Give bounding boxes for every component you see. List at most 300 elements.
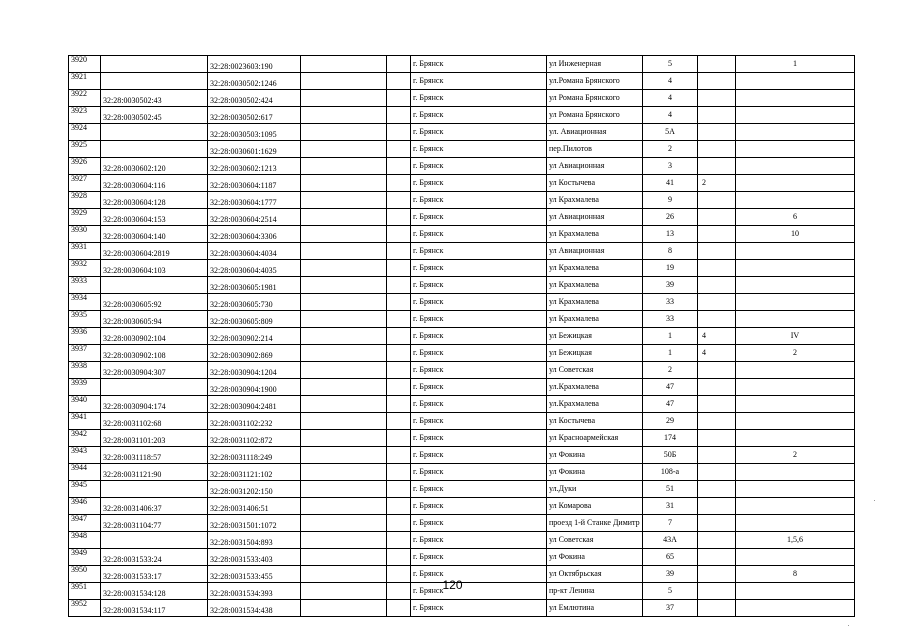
city-cell: г. Брянск [411, 311, 547, 328]
house-number: 1 [643, 328, 698, 345]
house-number: 7 [643, 515, 698, 532]
apartment-number [736, 90, 855, 107]
old-cadastral-number [101, 124, 208, 141]
house-number: 4 [643, 90, 698, 107]
street-cell: ул Крахмалева [547, 226, 643, 243]
cadastral-number: 32:28:0030502:424 [208, 90, 301, 107]
building-number [698, 226, 736, 243]
apartment-number: 1 [736, 56, 855, 73]
building-number [698, 141, 736, 158]
street-cell: ул. Авиационная [547, 124, 643, 141]
city-cell: г. Брянск [411, 192, 547, 209]
empty-cell [387, 515, 411, 532]
house-number: 50Б [643, 447, 698, 464]
apartment-number: 2 [736, 345, 855, 362]
empty-cell [301, 430, 387, 447]
empty-cell [387, 158, 411, 175]
building-number: 2 [698, 175, 736, 192]
apartment-number [736, 600, 855, 617]
cadastral-number: 32:28:0030604:4035 [208, 260, 301, 277]
cadastral-number: 32:28:0031501:1072 [208, 515, 301, 532]
building-number [698, 498, 736, 515]
building-number [698, 532, 736, 549]
building-number [698, 396, 736, 413]
house-number: 2 [643, 362, 698, 379]
building-number [698, 107, 736, 124]
cadastral-number: 32:28:0030604:1777 [208, 192, 301, 209]
table-row [69, 532, 855, 549]
empty-cell [301, 600, 387, 617]
street-cell: ул Крахмалева [547, 294, 643, 311]
row-number: 3940 [69, 396, 101, 413]
street-cell: ул Емлютина [547, 600, 643, 617]
building-number [698, 481, 736, 498]
building-number [698, 192, 736, 209]
house-number: 19 [643, 260, 698, 277]
building-number [698, 90, 736, 107]
row-number: 3952 [69, 600, 101, 617]
city-cell: г. Брянск [411, 345, 547, 362]
city-cell: г. Брянск [411, 532, 547, 549]
row-number: 3938 [69, 362, 101, 379]
empty-cell [301, 294, 387, 311]
empty-cell [301, 107, 387, 124]
street-cell: ул Крахмалева [547, 260, 643, 277]
page-number: 120 [442, 578, 463, 592]
old-cadastral-number: 32:28:0031534:117 [101, 600, 208, 617]
building-number [698, 56, 736, 73]
old-cadastral-number [101, 141, 208, 158]
empty-cell [301, 345, 387, 362]
row-number: 3925 [69, 141, 101, 158]
empty-cell [301, 56, 387, 73]
row-number: 3939 [69, 379, 101, 396]
empty-cell [387, 311, 411, 328]
apartment-number: 1,5,6 [736, 532, 855, 549]
empty-cell [387, 447, 411, 464]
empty-cell [387, 396, 411, 413]
cadastral-number: 32:28:0030902:869 [208, 345, 301, 362]
empty-cell [387, 549, 411, 566]
cadastral-number: 32:28:0031102:872 [208, 430, 301, 447]
apartment-number [736, 413, 855, 430]
cadastral-number: 32:28:0030503:1095 [208, 124, 301, 141]
house-number: 43А [643, 532, 698, 549]
house-number: 8 [643, 243, 698, 260]
empty-cell [301, 209, 387, 226]
old-cadastral-number: 32:28:0030605:94 [101, 311, 208, 328]
row-number: 3932 [69, 260, 101, 277]
empty-cell [387, 192, 411, 209]
building-number [698, 600, 736, 617]
empty-cell [301, 447, 387, 464]
empty-cell [387, 90, 411, 107]
city-cell: г. Брянск [411, 464, 547, 481]
street-cell: пр-кт Ленина [547, 583, 643, 600]
empty-cell [387, 600, 411, 617]
empty-cell [387, 464, 411, 481]
house-number: 5 [643, 56, 698, 73]
table-row [69, 141, 855, 158]
table-row [69, 311, 855, 328]
city-cell: г. Брянск [411, 56, 547, 73]
city-cell: г. Брянск [411, 447, 547, 464]
old-cadastral-number: 32:28:0031534:128 [101, 583, 208, 600]
building-number [698, 311, 736, 328]
row-number: 3927 [69, 175, 101, 192]
city-cell: г. Брянск [411, 141, 547, 158]
empty-cell [387, 413, 411, 430]
old-cadastral-number [101, 73, 208, 90]
street-cell: ул Бежицкая [547, 328, 643, 345]
cadastral-number: 32:28:0030604:2514 [208, 209, 301, 226]
house-number: 9 [643, 192, 698, 209]
cadastral-number: 32:28:0030902:214 [208, 328, 301, 345]
table-row [69, 498, 855, 515]
cadastral-number: 32:28:0031202:150 [208, 481, 301, 498]
street-cell: ул Советская [547, 362, 643, 379]
table-row [69, 396, 855, 413]
empty-cell [387, 362, 411, 379]
building-number [698, 515, 736, 532]
table-row [69, 277, 855, 294]
house-number: 29 [643, 413, 698, 430]
house-number: 39 [643, 566, 698, 583]
apartment-number [736, 141, 855, 158]
building-number [698, 379, 736, 396]
apartment-number [736, 294, 855, 311]
street-cell: ул.Крахмалева [547, 379, 643, 396]
old-cadastral-number: 32:28:0030604:140 [101, 226, 208, 243]
city-cell: г. Брянск [411, 175, 547, 192]
empty-cell [387, 345, 411, 362]
empty-cell [387, 260, 411, 277]
row-number: 3933 [69, 277, 101, 294]
empty-cell [387, 209, 411, 226]
cadastral-number: 32:28:0030605:809 [208, 311, 301, 328]
table-row [69, 260, 855, 277]
city-cell: г. Брянск [411, 243, 547, 260]
house-number: 5А [643, 124, 698, 141]
building-number [698, 362, 736, 379]
house-number: 108-а [643, 464, 698, 481]
street-cell: ул Костычева [547, 175, 643, 192]
apartment-number [736, 260, 855, 277]
empty-cell [387, 481, 411, 498]
city-cell: г. Брянск [411, 583, 547, 600]
empty-cell [387, 124, 411, 141]
city-cell: г. Брянск [411, 277, 547, 294]
apartment-number [736, 481, 855, 498]
building-number [698, 413, 736, 430]
row-number: 3944 [69, 464, 101, 481]
cadastral-number: 32:28:0030601:1629 [208, 141, 301, 158]
empty-cell [301, 277, 387, 294]
cadastral-number: 32:28:0031406:51 [208, 498, 301, 515]
empty-cell [301, 243, 387, 260]
scan-speck [874, 500, 875, 501]
house-number: 47 [643, 396, 698, 413]
house-number: 26 [643, 209, 698, 226]
old-cadastral-number [101, 379, 208, 396]
cadastral-number: 32:28:0023603:190 [208, 56, 301, 73]
empty-cell [301, 124, 387, 141]
empty-cell [301, 311, 387, 328]
building-number: 4 [698, 345, 736, 362]
street-cell: ул Костычева [547, 413, 643, 430]
city-cell: г. Брянск [411, 498, 547, 515]
table-row [69, 345, 855, 362]
cadastral-number: 32:28:0031534:438 [208, 600, 301, 617]
apartment-number [736, 379, 855, 396]
row-number: 3935 [69, 311, 101, 328]
city-cell: г. Брянск [411, 362, 547, 379]
street-cell: ул Авиационная [547, 209, 643, 226]
table-row [69, 294, 855, 311]
house-number: 41 [643, 175, 698, 192]
table-row [69, 362, 855, 379]
old-cadastral-number [101, 481, 208, 498]
house-number: 33 [643, 311, 698, 328]
old-cadastral-number: 32:28:0030604:128 [101, 192, 208, 209]
address-registry-table [68, 55, 855, 617]
city-cell: г. Брянск [411, 294, 547, 311]
cadastral-number: 32:28:0030604:1187 [208, 175, 301, 192]
cadastral-number: 32:28:0030605:730 [208, 294, 301, 311]
old-cadastral-number: 32:28:0030502:43 [101, 90, 208, 107]
city-cell: г. Брянск [411, 379, 547, 396]
building-number [698, 277, 736, 294]
cadastral-number: 32:28:0031102:232 [208, 413, 301, 430]
row-number: 3922 [69, 90, 101, 107]
cadastral-number: 32:28:0030904:1900 [208, 379, 301, 396]
row-number: 3929 [69, 209, 101, 226]
street-cell: ул Крахмалева [547, 311, 643, 328]
city-cell: г. Брянск [411, 73, 547, 90]
apartment-number [736, 124, 855, 141]
house-number: 174 [643, 430, 698, 447]
street-cell: ул Фокина [547, 447, 643, 464]
building-number [698, 158, 736, 175]
apartment-number [736, 515, 855, 532]
row-number: 3930 [69, 226, 101, 243]
apartment-number: 6 [736, 209, 855, 226]
old-cadastral-number: 32:28:0030604:103 [101, 260, 208, 277]
empty-cell [301, 158, 387, 175]
old-cadastral-number: 32:28:0031118:57 [101, 447, 208, 464]
city-cell: г. Брянск [411, 600, 547, 617]
table-row [69, 549, 855, 566]
apartment-number [736, 311, 855, 328]
cadastral-number: 32:28:0031533:455 [208, 566, 301, 583]
city-cell: г. Брянск [411, 260, 547, 277]
house-number: 51 [643, 481, 698, 498]
building-number [698, 430, 736, 447]
street-cell: ул Комарова [547, 498, 643, 515]
apartment-number [736, 107, 855, 124]
row-number: 3937 [69, 345, 101, 362]
row-number: 3941 [69, 413, 101, 430]
building-number [698, 243, 736, 260]
table-row [69, 107, 855, 124]
cadastral-number: 32:28:0030904:1204 [208, 362, 301, 379]
scan-speck [848, 625, 849, 626]
apartment-number [736, 192, 855, 209]
apartment-number: 8 [736, 566, 855, 583]
house-number: 31 [643, 498, 698, 515]
empty-cell [387, 277, 411, 294]
street-cell: ул Октябрьская [547, 566, 643, 583]
row-number: 3943 [69, 447, 101, 464]
row-number: 3945 [69, 481, 101, 498]
table-row [69, 192, 855, 209]
old-cadastral-number: 32:28:0030604:2819 [101, 243, 208, 260]
street-cell: ул Бежицкая [547, 345, 643, 362]
city-cell: г. Брянск [411, 209, 547, 226]
house-number: 65 [643, 549, 698, 566]
old-cadastral-number: 32:28:0031121:90 [101, 464, 208, 481]
row-number: 3934 [69, 294, 101, 311]
empty-cell [387, 175, 411, 192]
table-row [69, 175, 855, 192]
apartment-number [736, 498, 855, 515]
table-row [69, 73, 855, 90]
apartment-number: 2 [736, 447, 855, 464]
street-cell: проезд 1-й Станке Димитр [547, 515, 643, 532]
apartment-number [736, 362, 855, 379]
street-cell: ул Авиационная [547, 158, 643, 175]
street-cell: ул Советская [547, 532, 643, 549]
table-row [69, 413, 855, 430]
city-cell: г. Брянск [411, 226, 547, 243]
house-number: 1 [643, 345, 698, 362]
row-number: 3921 [69, 73, 101, 90]
house-number: 3 [643, 158, 698, 175]
house-number: 4 [643, 107, 698, 124]
building-number: 4 [698, 328, 736, 345]
empty-cell [387, 243, 411, 260]
row-number: 3928 [69, 192, 101, 209]
street-cell: пер.Пилотов [547, 141, 643, 158]
old-cadastral-number: 32:28:0030604:116 [101, 175, 208, 192]
city-cell: г. Брянск [411, 90, 547, 107]
city-cell: г. Брянск [411, 430, 547, 447]
cadastral-number: 32:28:0030502:1246 [208, 73, 301, 90]
table-row [69, 158, 855, 175]
old-cadastral-number: 32:28:0030605:92 [101, 294, 208, 311]
house-number: 47 [643, 379, 698, 396]
city-cell: г. Брянск [411, 413, 547, 430]
old-cadastral-number: 32:28:0030604:153 [101, 209, 208, 226]
row-number: 3949 [69, 549, 101, 566]
house-number: 4 [643, 73, 698, 90]
row-number: 3950 [69, 566, 101, 583]
street-cell: ул Романа Брянского [547, 107, 643, 124]
row-number: 3926 [69, 158, 101, 175]
house-number: 37 [643, 600, 698, 617]
old-cadastral-number: 32:28:0030502:45 [101, 107, 208, 124]
table-row [69, 447, 855, 464]
empty-cell [301, 141, 387, 158]
row-number: 3951 [69, 583, 101, 600]
empty-cell [387, 532, 411, 549]
table-row [69, 226, 855, 243]
old-cadastral-number: 32:28:0030904:307 [101, 362, 208, 379]
empty-cell [301, 192, 387, 209]
building-number [698, 260, 736, 277]
building-number [698, 464, 736, 481]
apartment-number: IV [736, 328, 855, 345]
table-row [69, 481, 855, 498]
old-cadastral-number: 32:28:0031102:68 [101, 413, 208, 430]
cadastral-number: 32:28:0030602:1213 [208, 158, 301, 175]
empty-cell [301, 515, 387, 532]
old-cadastral-number: 32:28:0030904:174 [101, 396, 208, 413]
empty-cell [387, 498, 411, 515]
empty-cell [301, 413, 387, 430]
apartment-number: 10 [736, 226, 855, 243]
row-number: 3923 [69, 107, 101, 124]
apartment-number [736, 430, 855, 447]
empty-cell [301, 379, 387, 396]
row-number: 3947 [69, 515, 101, 532]
building-number [698, 209, 736, 226]
cadastral-number: 32:28:0030904:2481 [208, 396, 301, 413]
empty-cell [301, 396, 387, 413]
building-number [698, 447, 736, 464]
empty-cell [387, 107, 411, 124]
house-number: 2 [643, 141, 698, 158]
empty-cell [301, 362, 387, 379]
table-row [69, 600, 855, 617]
old-cadastral-number: 32:28:0030602:120 [101, 158, 208, 175]
row-number: 3948 [69, 532, 101, 549]
empty-cell [301, 328, 387, 345]
house-number: 33 [643, 294, 698, 311]
cadastral-number: 32:28:0030604:3306 [208, 226, 301, 243]
street-cell: ул Красноармейская [547, 430, 643, 447]
cadastral-number: 32:28:0030605:1981 [208, 277, 301, 294]
apartment-number [736, 175, 855, 192]
empty-cell [301, 90, 387, 107]
empty-cell [301, 73, 387, 90]
empty-cell [387, 430, 411, 447]
old-cadastral-number: 32:28:0031406:37 [101, 498, 208, 515]
empty-cell [301, 532, 387, 549]
table-row [69, 430, 855, 447]
old-cadastral-number [101, 56, 208, 73]
apartment-number [736, 243, 855, 260]
apartment-number [736, 464, 855, 481]
old-cadastral-number [101, 277, 208, 294]
street-cell: ул Авиационная [547, 243, 643, 260]
empty-cell [301, 175, 387, 192]
empty-cell [301, 498, 387, 515]
row-number: 3931 [69, 243, 101, 260]
street-cell: ул Романа Брянского [547, 90, 643, 107]
city-cell: г. Брянск [411, 107, 547, 124]
old-cadastral-number: 32:28:0031101:203 [101, 430, 208, 447]
table-row [69, 124, 855, 141]
apartment-number [736, 396, 855, 413]
city-cell: г. Брянск [411, 481, 547, 498]
street-cell: ул.Дуки [547, 481, 643, 498]
street-cell: ул Фокина [547, 464, 643, 481]
building-number [698, 549, 736, 566]
city-cell: г. Брянск [411, 549, 547, 566]
table-row [69, 243, 855, 260]
building-number [698, 124, 736, 141]
